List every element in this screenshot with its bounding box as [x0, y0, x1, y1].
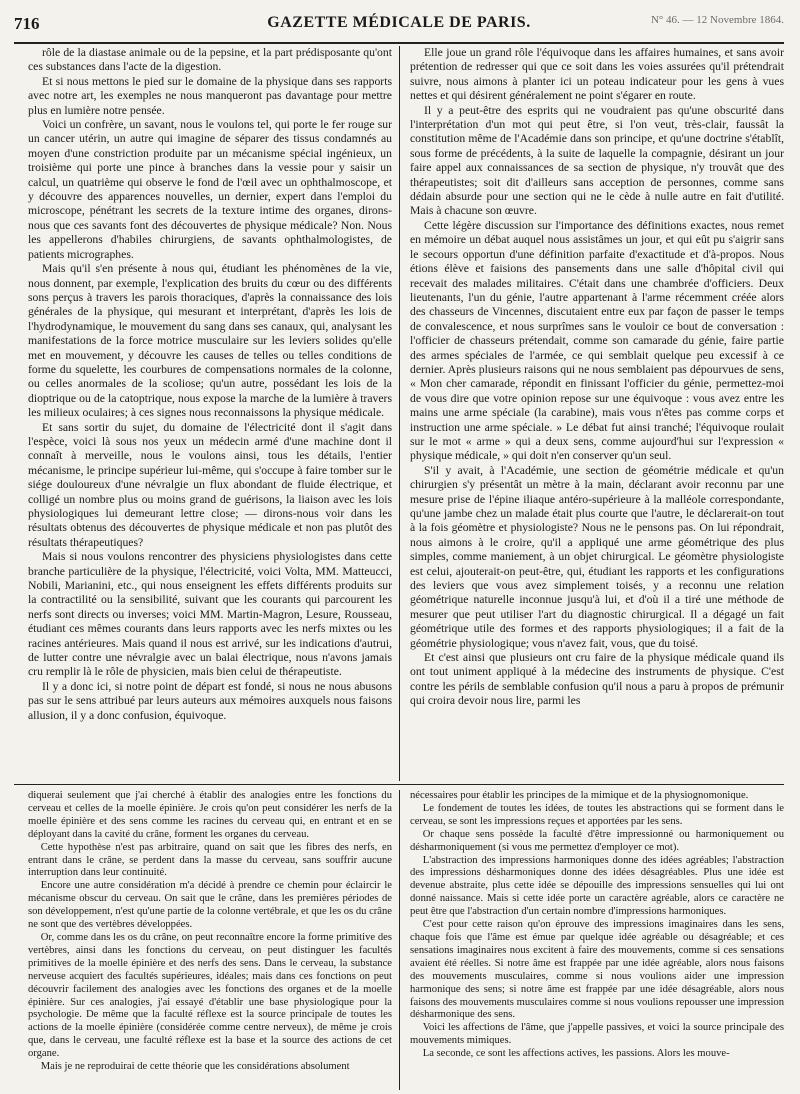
- paragraph: rôle de la diastase animale ou de la pepsine, et la part prédisposante qu'ont ces substances dans l'acte de la digestion.: [28, 46, 392, 74]
- page-number: 716: [14, 14, 40, 33]
- paragraph: Il y a peut-être des esprits qui ne voudraient pas qu'une obscurité dans l'interprétation d'un mot qui peut être, si l'on veut, très-clair, faussât la constitution même de l'Académie dans son principe, et qu'une doctrine s'établît, sous forme de précédents, à la suite de laquelle la compagnie, désirant un jour faire appel aux connaissances de sa section de physique, n'y trouvât que des thérapeutistes; soit dit d'ailleurs sans acception de personnes, comme sans dédain absurde pour une section qui ne le cède à nulle autre en fait d'utilité. Mais à chacune son œuvre.: [410, 103, 784, 218]
- paragraph: S'il y avait, à l'Académie, une section de géométrie médicale et qu'un chirurgien s'y présentât un mètre à la main, déclarant avoir reconnu par une mesure prise de l'épine iliaque antéro-supérieure à la malléole correspondante, qu'une jambe chez un malade était plus courte que l'autre, le déclarerait-on tout à la fois géomètre et physiologiste? Nous ne le pensons pas. On lui répondrait, nous aimons à le croire, qu'il a appliqué une arme géométrique des plus simples, comme maniement, à un objet chirurgical. Le géomètre physiologiste est celui, ajouterait-on peut-être, qui, étudiant les rapports et les configurations des leviers que vous avez simplement toisés, y a reconnu une relation géométrique naturelle inconnue jusqu'à lui, et d'où il a tiré une méthode de mesurer que peut utiliser l'art du diagnostic chirurgical. Il a dégagé un fait géométrique utile des formes et des rapports physiologiques; il a fait de la géométrie physiologique; vous n'avez fait, vous, que du toisé.: [410, 463, 784, 650]
- paragraph: Voici un confrère, un savant, nous le voulons tel, qui porte le fer rouge sur un cancer utérin, un autre qui imagine de séparer des tissus condamnés au moyen d'une constriction produite par un mécanisme spécial ingénieux, un troisième qui porte une pince à branches dans la vessie pour y saisir un calcul, un quatrième qui observe le fond de l'œil avec un ophthalmoscope, et y découvre des apparences nouvelles, un dernier, expert dans l'emploi du microscope, pénétrant les secrets de la texture intime des organes, dirons-nous que ces savants font des découvertes de physique médicale? Non. Nous les appellerons d'habiles chirurgiens, de savants ophthalmologistes, de patients micrographes.: [28, 118, 392, 261]
- paragraph: Le fondement de toutes les idées, de toutes les abstractions qui se forment dans le cerveau, se sont les impressions reçues et apportées par les sens.: [410, 802, 784, 827]
- paragraph: Or, comme dans les os du crâne, on peut reconnaître encore la forme primitive des vertèbres, ainsi dans les fonctions du cerveau, on peut distinguer les facultés primitives de la moelle épinière et des nerfs des sens. Dans le cerveau, la substance nerveuse acquiert des facultés supérieures, idéales; mais dans ces fonctions on peut découvrir facilement des analogies avec les fonctions des organes et de la moelle épinière. Sur ces analogies, j'ai essayé d'établir une base physiologique pour la psychologie. De même que la faculté réflexe est la source principale de toutes les actions de la moelle épinière (considérée comme centre nerveux), de même je crois que, dans le cerveau, une faculté réflexe est la base et la source des actions de cet organe.: [28, 931, 392, 1060]
- paragraph: Mais si nous voulons rencontrer des physiciens physiologistes dans cette branche particulière de la physique, l'électricité, voici Volta, MM. Matteucci, Nobili, Marianini, etc., qui nous enseignent les effets différents produits sur la contractilité ou la sensibilité, suivant que les courants qui parcourent les nerfs sont directs ou inverses; voici MM. Martin-Magron, Lesure, Rousseau, étudiant ces mêmes courants dans leurs rapports avec les nerfs mixtes ou les racines antérieures. Mais quand il nous est arrivé, sur les indications d'autrui, de lutter contre une névralgie avec un balai électrique, nous n'avons jamais cru remplir là le rôle de physicien, mais bien celui de thérapeutiste.: [28, 550, 392, 679]
- paragraph: Mais qu'il s'en présente à nous qui, étudiant les phénomènes de la vie, nous donnent, par exemple, l'explication des bruits du cœur ou des différents sons perçus à travers les parois thoraciques, d'après la connaissance des lois générales de la physique, qui mesurant et interprétant, d'après les lois de l'hydrodynamique, le mouvement du sang dans ses canaux, qui, analysant les manifestations de la force motrice musculaire sur les leviers solides qu'elle met en mouvement, y découvre les causes de telles ou telles conditions de forme du squelette, les courbures de compensations normales de la colonne, ou celles anormales de la scoliose; qu'un autre, possédant les lois de la dioptrique ou de la catoptrique, nous expose la marche de la lumière à travers les milieux oculaires; à ces signes nous reconnaissons la physique médicale.: [28, 262, 392, 420]
- feuilleton-column-left: [28, 790, 392, 1090]
- journal-title: GAZETTE MÉDICALE DE PARIS.: [267, 14, 531, 31]
- paragraph: Cette légère discussion sur l'importance des définitions exactes, nous remet en mémoire un débat auquel nous assistâmes un jour, et qui eût pu s'aigrir sans le secours opportun d'une définition parfaite d'exactitude et d'à-propos. Nous étions élève et faisions des pansements dans une salle d'hôpital civil qui recevait des malades militaires. C'était dans une chambrée d'officiers. Deux lieutenants, l'un du génie, l'autre appartenant à l'arme récemment créée alors des chasseurs de Vincennes, discutaient entre eux par façon de passer le temps de convalescence, et nous surprîmes sans le vouloir ce bout de conversation : l'officier de chasseurs prétendait, comme son camarade du génie, faire partie des armes spéciales de l'armée, ce qui semblait quelque peu excessif à ce dernier. Après plusieurs raisons qui ne nous semblaient pas dépourvues de sens, « Mon cher camarade, répondit en finissant l'officier du génie, permettez-moi de vous dire que votre opinion repose sur une équivoque : vous avez entre les mains une arme spéciale (la carabine), mais vous n'êtes pas comme corps et instruction une arme spéciale. » Le débat fut ainsi tranché; l'équivoque roulait sur le mot « arme » qui a deux sens, comme aujourd'hui sur l'expression « physique médicale, » qui doit n'en conserver qu'un seul.: [410, 218, 784, 463]
- paragraph: Elle joue un grand rôle l'équivoque dans les affaires humaines, et sans avoir prétention de redresser qui que ce soit dans les voies assurées qu'il prétendrait suivre, nous aimons à planter ici un poteau indicateur pour les gens à vues nettes et qui désirent généralement ne point s'égarer en route.: [410, 46, 784, 103]
- paragraph: nécessaires pour établir les principes de la mimique et de la physiognomonique.: [410, 790, 749, 801]
- paragraph: L'abstraction des impressions harmoniques donne des idées agréables; l'abstraction des impressions désharmoniques donne des idées désagréables. Plus une idée est devenue abstraite, plus cette idée se dépouille des impressions sensuelles qui lui ont donné naissance. Mais si cette idée porte un caractère agréable, alors ce caractère ne peut être que l'abstraction d'un certain nombre d'impressions harmoniques.: [410, 854, 784, 918]
- paragraph: Et si nous mettons le pied sur le domaine de la physique dans ses rapports avec notre art, les exemples ne nous manqueront pas davantage pour mettre plus en lumière notre pensée.: [28, 74, 392, 117]
- article-column-left: [28, 46, 392, 781]
- paragraph: Et sans sortir du sujet, du domaine de l'électricité dont il s'agit dans l'espèce, voici là sous nos yeux un médecin armé d'une machine dont il connaît à merveille, nous le voulons ainsi, tous les détails, l'entier mécanisme, le principe supérieur lui-même, qui s'occupe à faire tomber sur le siége douloureux d'une névralgie un flux abondant de fluide électrique, et colligé un nombre plus ou moins grand de guérisons, la liaison avec les lois physiologiques lui demeurant lettre close; — dirons-nous voir dans les résultats obtenus des découvertes de physique médicale et non pas plutôt des résultats thérapeutiques?: [28, 420, 392, 549]
- paragraph: Il y a donc ici, si notre point de départ est fondé, si nous ne nous abusons pas sur le sens attribué par leurs auteurs aux mémoires auxquels nous faisons allusion, il y a donc confusion, équivoque.: [28, 679, 392, 722]
- paragraph: Or chaque sens possède la faculté d'être impressionné ou harmoniquement ou désharmoniquement (si vous me permettez d'employer ce mot).: [410, 828, 784, 853]
- column-divider: [399, 790, 400, 1090]
- paragraph: C'est pour cette raison qu'on éprouve des impressions imaginaires dans les sens, chaque fois que l'âme est émue par quelque idée agréable ou désagréable; et ces sensations imaginaires nous excitent à faire des mouvements, comme si ces sensations avaient été réelles. Si notre âme est frappée par une idée agréable, alors nous faisons des mouvements musculaires, comme si nous voulions aider une impression harmonique des sens; si notre âme est frappée par une idée désagréable, alors nous faisons des mouvements musculaires comme si nous voulions repousser une impression désharmonique des sens.: [410, 919, 784, 1021]
- feuilleton-column-right: [410, 790, 784, 1090]
- paragraph: Encore une autre considération m'a décidé à prendre ce chemin pour éclaircir le mécanisme obscur du cerveau. On sait que le crâne, dans les premières périodes de son développement, n'est qu'une partie de la colonne vertébrale, et que les os du crâne ne sont que des vertèbres développées.: [28, 880, 392, 931]
- header-rule: [14, 42, 784, 44]
- paragraph: Voici les affections de l'âme, que j'appelle passives, et voici la source principale des mouvements mimiques.: [410, 1022, 784, 1047]
- paragraph: diquerai seulement que j'ai cherché à établir des analogies entre les fonctions du cerveau et celles de la moelle épinière. Je crois qu'on peut considérer les nerfs de la moelle épinière et des sens comme les racines du cerveau qui, en entrant et en se déployant dans la cavité du crâne, forment les organes du cerveau.: [28, 790, 392, 840]
- issue-date: N° 46. — 12 Novembre 1864.: [650, 14, 784, 26]
- paragraph: Mais je ne reproduirai de cette théorie que les considérations absolument: [40, 1061, 350, 1073]
- article-column-right: [410, 46, 784, 781]
- paragraph: Cette hypothèse n'est pas arbitraire, quand on sait que les fibres des nerfs, en entrant dans le crâne, se perdent dans la masse du cerveau, sans souffrir aucune interruption dans leur continuité.: [28, 841, 392, 879]
- feuilleton-rule: [14, 784, 784, 785]
- paragraph: Et c'est ainsi que plusieurs ont cru faire de la physique médicale quand ils ont tout uniment appliqué à la médecine des instruments de physique. C'est contre les périls de semblable confusion qu'il nous a paru à propos de prémunir qui croira devoir nous lire, parmi les: [410, 651, 784, 708]
- column-divider: [399, 46, 400, 781]
- paragraph: La seconde, ce sont les affections actives, les passions. Alors les mouve-: [422, 1048, 730, 1060]
- page-header: [14, 14, 784, 40]
